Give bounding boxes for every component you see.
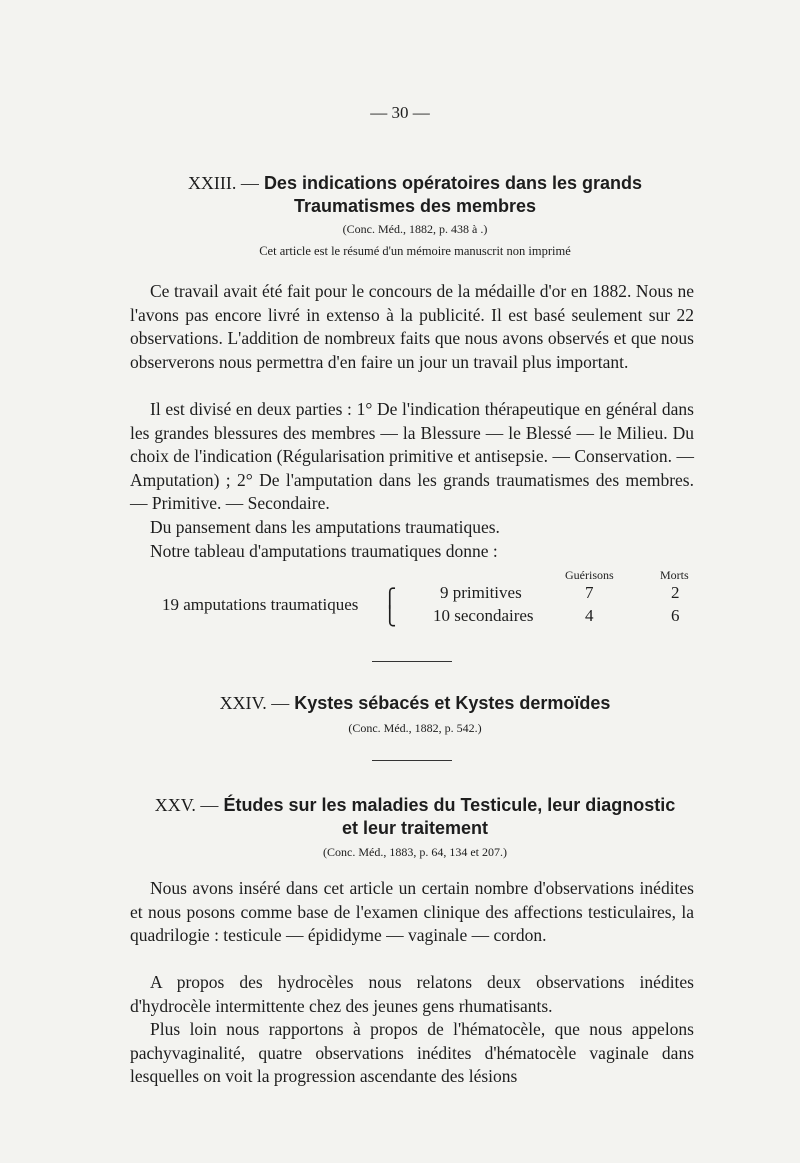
table-header-guerisons: Guérisons bbox=[565, 568, 614, 582]
table-row-label: 19 amputations traumatiques bbox=[162, 595, 359, 614]
section-divider bbox=[372, 760, 452, 761]
section-xxv-heading bbox=[130, 794, 700, 840]
section-xxv-number: XXV. — bbox=[154, 795, 219, 815]
section-xxv-paragraph-2: A propos des hydrocèles nous relatons deux observations inédites d'hydrocèle intermittente chez des jeunes gens rhumatisants. bbox=[130, 972, 694, 1016]
section-xxiii-paragraph-4: Notre tableau d'amputations traumatiques donne : bbox=[150, 541, 498, 561]
section-xxiii-number: XXIII. — bbox=[187, 173, 259, 193]
section-xxv-reference: (Conc. Méd., 1883, p. 64, 134 et 207.) bbox=[323, 845, 507, 859]
section-xxv-paragraph-3: Plus loin nous rapportons à propos de l'hématocèle, que nous appelons pachyvaginalité, quatre observations inédites d'hématocèle vaginale dans lesquelles on voit la progression ascendante des lésions bbox=[130, 1019, 694, 1086]
page-number: — 30 — bbox=[370, 103, 430, 122]
section-xxiii-paragraph-3: Du pansement dans les amputations traumatiques. bbox=[150, 517, 500, 537]
table-row-secondaires-label: 10 secondaires bbox=[433, 606, 534, 625]
table-row-secondaires-morts: 6 bbox=[671, 606, 680, 625]
section-xxiv-title: Kystes sébacés et Kystes dermoïdes bbox=[294, 693, 611, 713]
section-xxiii-reference: (Conc. Méd., 1882, p. 438 à .) bbox=[342, 222, 488, 236]
section-xxiv-reference: (Conc. Méd., 1882, p. 542.) bbox=[348, 721, 482, 735]
section-xxiii-title-line2: Traumatismes des membres bbox=[293, 196, 537, 216]
section-xxv-title-line1: Études sur les maladies du Testicule, leur diagnostic bbox=[223, 795, 676, 815]
section-xxiv-number: XXIV. — bbox=[219, 693, 290, 713]
section-xxiii-note: Cet article est le résumé d'un mémoire manuscrit non imprimé bbox=[259, 244, 571, 258]
table-row-secondaires-guerisons: 4 bbox=[585, 606, 594, 625]
table-row-primitives-morts: 2 bbox=[671, 583, 680, 602]
section-xxiii-title-line1: Des indications opératoires dans les grands bbox=[263, 173, 643, 193]
table-header-morts: Morts bbox=[660, 568, 689, 582]
table-brace-bottom: ⎩ bbox=[383, 606, 397, 626]
section-xxiv-heading bbox=[130, 692, 700, 715]
section-xxiii-paragraph-2: Il est divisé en deux parties : 1° De l'indication thérapeutique en général dans les grandes blessures des membres — la Blessure — le Blessé — le Milieu. Du choix de l'indication (Régularisation primitive et antisepsie. — Conservation. — Amputation) ; 2° De l'amputation dans les grands traumatismes des membres. — Primitive. — Secondaire. bbox=[130, 399, 694, 513]
table-brace-top: ⎧ bbox=[383, 588, 397, 608]
section-xxv-title-line2: et leur traitement bbox=[341, 818, 489, 838]
section-xxiii-heading bbox=[130, 172, 700, 218]
section-divider bbox=[372, 661, 452, 662]
table-row-primitives-label: 9 primitives bbox=[440, 583, 522, 602]
section-xxv-paragraph-1: Nous avons inséré dans cet article un certain nombre d'observations inédites et nous posons comme base de l'examen clinique des affections testiculaires, la quadrilogie : testicule — épididyme — vaginale — cordon. bbox=[130, 878, 694, 945]
section-xxiii-paragraph-1: Ce travail avait été fait pour le concours de la médaille d'or en 1882. Nous ne l'avons pas encore livré in extenso à la publicité. Il est basé seulement sur 22 observations. L'addition de nombreux faits que nous avons observés et que nous observerons nous permettra d'en faire un jour un travail plus important. bbox=[130, 281, 694, 372]
table-row-primitives-guerisons: 7 bbox=[585, 583, 594, 602]
